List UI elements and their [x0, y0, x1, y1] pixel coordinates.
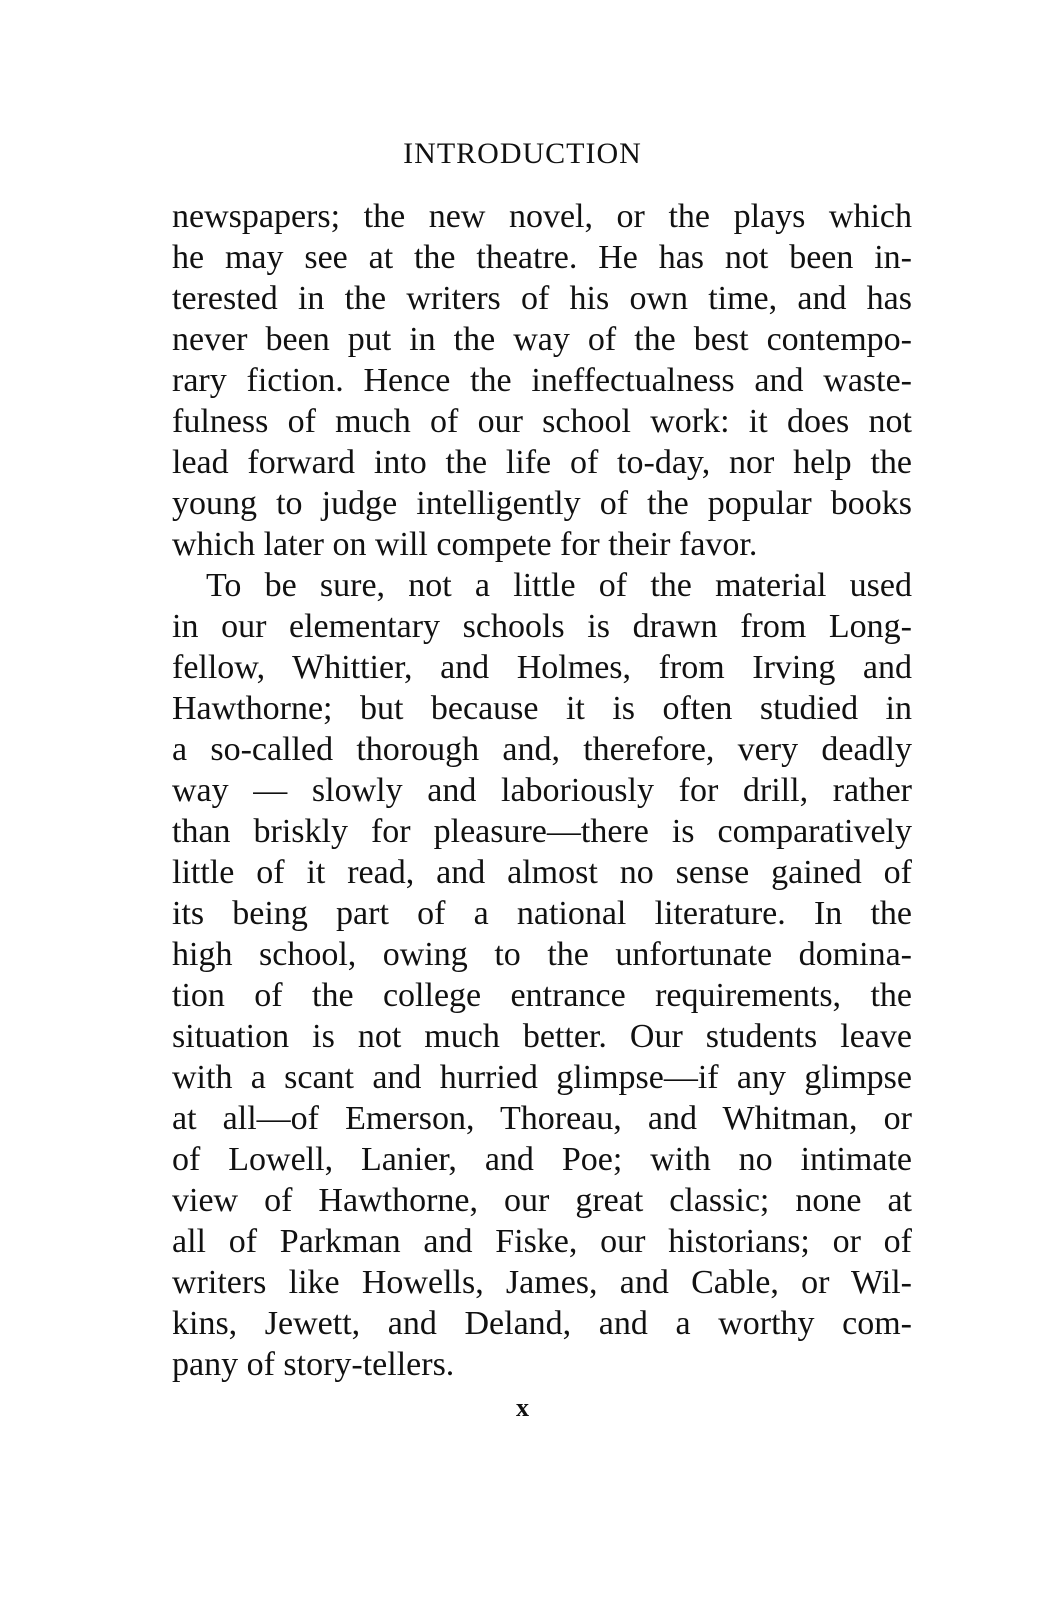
text-line: rary fiction. Hence the ineffectualness and waste- — [172, 362, 912, 399]
text-line: pany of story-tellers. — [172, 1346, 455, 1383]
text-line: view of Hawthorne, our great classic; none at — [172, 1182, 912, 1219]
text-line: at all—of Emerson, Thoreau, and Whitman, or — [172, 1100, 912, 1137]
text-line: a so-called thorough and, therefore, very deadly — [172, 731, 912, 768]
body-text — [172, 196, 912, 1385]
text-line: high school, owing to the unfortunate domina- — [172, 936, 912, 973]
text-line: To be sure, not a little of the material used — [206, 567, 912, 604]
page-number: x — [516, 1393, 529, 1422]
text-line: lead forward into the life of to-day, nor help the — [172, 444, 912, 481]
text-line: in our elementary schools is drawn from Long- — [172, 608, 912, 645]
text-line: he may see at the theatre. He has not been in- — [172, 239, 912, 276]
text-line: than briskly for pleasure—there is comparatively — [172, 813, 912, 850]
text-line: its being part of a national literature. In the — [172, 895, 912, 932]
text-line: all of Parkman and Fiske, our historians; or of — [172, 1223, 912, 1260]
text-line: with a scant and hurried glimpse—if any glimpse — [172, 1059, 912, 1096]
text-line: which later on will compete for their favor. — [172, 526, 758, 563]
text-line: tion of the college entrance requirements, the — [172, 977, 912, 1014]
text-line: fulness of much of our school work: it does not — [172, 403, 912, 440]
text-line: way — slowly and laboriously for drill, rather — [172, 772, 912, 809]
text-line: situation is not much better. Our students leave — [172, 1018, 912, 1055]
text-line: kins, Jewett, and Deland, and a worthy com- — [172, 1305, 912, 1342]
text-line: terested in the writers of his own time, and has — [172, 280, 912, 317]
text-line: writers like Howells, James, and Cable, or Wil- — [172, 1264, 912, 1301]
text-line: newspapers; the new novel, or the plays which — [172, 198, 912, 235]
text-line: young to judge intelligently of the popular books — [172, 485, 912, 522]
text-line: never been put in the way of the best contempo- — [172, 321, 912, 358]
text-line: of Lowell, Lanier, and Poe; with no intimate — [172, 1141, 912, 1178]
text-line: little of it read, and almost no sense gained of — [172, 854, 912, 891]
text-line: fellow, Whittier, and Holmes, from Irving and — [172, 649, 912, 686]
text-line: Hawthorne; but because it is often studied in — [172, 690, 912, 727]
running-head: INTRODUCTION — [403, 137, 642, 170]
